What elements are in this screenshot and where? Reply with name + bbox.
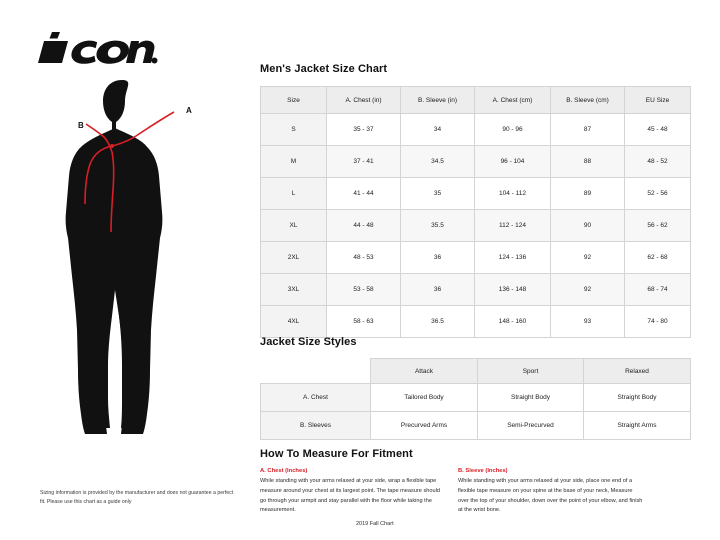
icon-brand-logo	[38, 32, 158, 66]
cell-size: 3XL	[261, 274, 327, 306]
cell-chest-in: 48 - 53	[327, 242, 401, 274]
styles-row	[261, 412, 691, 440]
left-panel	[0, 0, 250, 540]
cell-size: M	[261, 146, 327, 178]
cell-chest-cm: 148 - 160	[475, 306, 551, 338]
cell-size: S	[261, 114, 327, 146]
cell-sleeve-cm: 90	[551, 210, 625, 242]
cell-sleeve-cm: 92	[551, 274, 625, 306]
cell-eu-size: 52 - 56	[625, 178, 691, 210]
table-row	[261, 114, 691, 146]
cell-chest-cm: 136 - 148	[475, 274, 551, 306]
figure-label-b: B	[78, 121, 84, 130]
size-chart-table	[260, 86, 691, 338]
cell-chest-in: 41 - 44	[327, 178, 401, 210]
cell-sleeve-in: 34.5	[401, 146, 475, 178]
col-header-sleeve-in: B. Sleeve (in)	[401, 87, 475, 114]
cell-chest-in: 37 - 41	[327, 146, 401, 178]
styles-header-attack: Attack	[371, 359, 478, 384]
col-header-sleeve-cm: B. Sleeve (cm)	[551, 87, 625, 114]
cell-eu-size: 74 - 80	[625, 306, 691, 338]
table-row	[261, 274, 691, 306]
table-row	[261, 242, 691, 274]
measure-chest-body: While standing with your arms relaxed at your side, wrap a flexible tape measure around your chest at its largest point. The tape measure should go through your armpit and stay parallel with the floor while taking the measurement.	[260, 478, 440, 514]
measure-sleeve-heading: B. Sleeve (Inches)	[458, 468, 508, 474]
right-panel	[260, 0, 690, 540]
table-header-row	[261, 87, 691, 114]
cell-sleeve-in: 36.5	[401, 306, 475, 338]
styles-header-relaxed: Relaxed	[584, 359, 691, 384]
styles-cell-sport: Straight Body	[478, 384, 584, 412]
cell-eu-size: 45 - 48	[625, 114, 691, 146]
cell-sleeve-cm: 89	[551, 178, 625, 210]
cell-sleeve-in: 36	[401, 274, 475, 306]
col-header-eu-size: EU Size	[625, 87, 691, 114]
cell-chest-cm: 96 - 104	[475, 146, 551, 178]
cell-eu-size: 56 - 62	[625, 210, 691, 242]
cell-chest-cm: 124 - 136	[475, 242, 551, 274]
cell-chest-in: 53 - 58	[327, 274, 401, 306]
cell-chest-cm: 112 - 124	[475, 210, 551, 242]
table-row	[261, 306, 691, 338]
measure-section-title: How To Measure For Fitment	[260, 448, 413, 460]
col-header-size: Size	[261, 87, 327, 114]
styles-row-label: B. Sleeves	[261, 412, 371, 440]
body-measurement-figure	[52, 80, 222, 440]
styles-cell-relaxed: Straight Arms	[584, 412, 691, 440]
figure-label-a: A	[186, 106, 192, 115]
cell-size: XL	[261, 210, 327, 242]
styles-cell-attack: Tailored Body	[371, 384, 478, 412]
cell-sleeve-in: 34	[401, 114, 475, 146]
styles-cell-sport: Semi-Precurved	[478, 412, 584, 440]
sizing-disclaimer: Sizing information is provided by the manufacturer and does not guarantee a perfect fit. Please use this chart as a guide only	[40, 490, 234, 505]
cell-eu-size: 62 - 68	[625, 242, 691, 274]
cell-eu-size: 68 - 74	[625, 274, 691, 306]
cell-chest-in: 58 - 63	[327, 306, 401, 338]
styles-cell-relaxed: Straight Body	[584, 384, 691, 412]
styles-header-blank	[261, 359, 371, 384]
page-title: Men's Jacket Size Chart	[260, 63, 388, 75]
cell-sleeve-cm: 93	[551, 306, 625, 338]
measure-chest-heading: A. Chest (Inches)	[260, 468, 308, 474]
measure-chest-block	[260, 466, 446, 516]
cell-chest-in: 35 - 37	[327, 114, 401, 146]
styles-row-label: A. Chest	[261, 384, 371, 412]
cell-sleeve-cm: 92	[551, 242, 625, 274]
cell-size: 2XL	[261, 242, 327, 274]
cell-sleeve-cm: 88	[551, 146, 625, 178]
cell-sleeve-in: 36	[401, 242, 475, 274]
cell-size: L	[261, 178, 327, 210]
chart-version-note: 2019 Fall Chart	[356, 521, 394, 527]
cell-chest-cm: 104 - 112	[475, 178, 551, 210]
styles-row	[261, 384, 691, 412]
measure-sleeve-block	[458, 466, 644, 516]
styles-cell-attack: Precurved Arms	[371, 412, 478, 440]
cell-chest-in: 44 - 48	[327, 210, 401, 242]
cell-chest-cm: 90 - 96	[475, 114, 551, 146]
cell-sleeve-in: 35	[401, 178, 475, 210]
cell-size: 4XL	[261, 306, 327, 338]
jacket-size-styles-table	[260, 358, 691, 440]
cell-sleeve-cm: 87	[551, 114, 625, 146]
styles-header-sport: Sport	[478, 359, 584, 384]
cell-eu-size: 48 - 52	[625, 146, 691, 178]
cell-sleeve-in: 35.5	[401, 210, 475, 242]
styles-section-title: Jacket Size Styles	[260, 336, 357, 348]
table-row	[261, 178, 691, 210]
table-row	[261, 210, 691, 242]
col-header-chest-cm: A. Chest (cm)	[475, 87, 551, 114]
col-header-chest-in: A. Chest (in)	[327, 87, 401, 114]
measure-sleeve-body: While standing with your arms relaxed at your side, place one end of a flexible tape measure on your spine at the base of your neck, Measure over the top of your shoulder, down over the point of your elbow, and finish at the wrist bone.	[458, 478, 643, 514]
table-row	[261, 146, 691, 178]
styles-header-row	[261, 359, 691, 384]
